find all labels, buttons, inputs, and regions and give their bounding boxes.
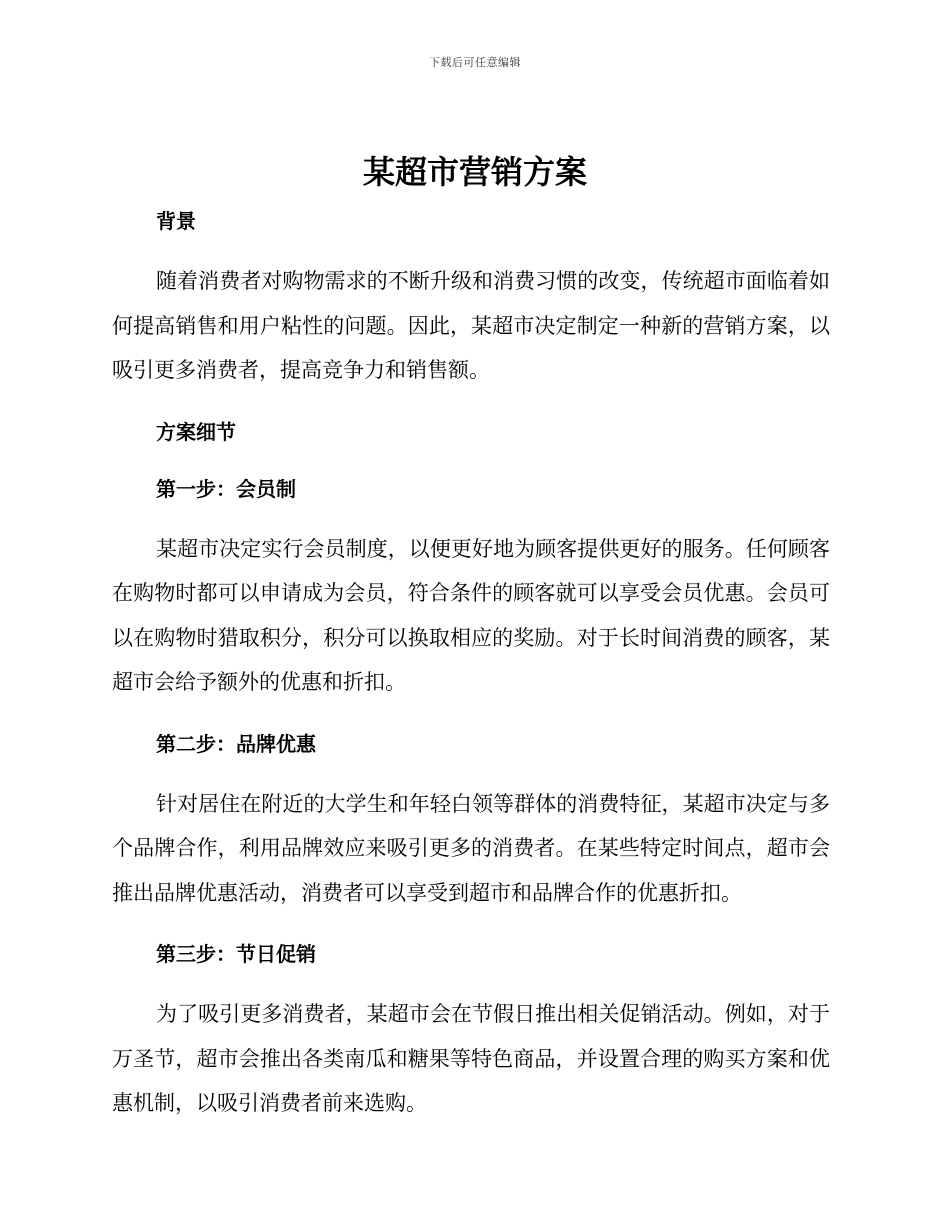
document-body [112,203,830,1126]
document-title: 某超市营销方案 [362,153,587,191]
section-heading-background: 背景 [156,209,196,233]
section-heading-step-one: 第一步：会员制 [156,476,296,501]
section-paragraph-background: 随着消费者对购物需求的不断升级和消费习惯的改变，传统超市面临着如何提高销售和用户粘性的问题。因此，某超市决定制定一种新的营销方案，以吸引更多消费者，提高竞争力和销售额。 [112,269,830,382]
section-step-one-membership [112,471,830,705]
section-heading-step-three: 第三步：节日促销 [156,942,316,966]
section-step-two-brand-discount [112,726,830,916]
section-background [112,203,830,393]
section-paragraph-step-three: 为了吸引更多消费者，某超市会在节假日推出相关促销活动。例如，对于万圣节，超市会推出各类南瓜和糖果等特色商品，并设置合理的购买方案和优惠机制，以吸引消费者前来选购。 [112,1002,830,1115]
section-heading-plan-details: 方案细节 [156,419,236,444]
section-plan-details [112,414,830,450]
section-paragraph-step-one: 某超市决定实行会员制度，以便更好地为顾客提供更好的服务。任何顾客在购物时都可以申请成为会员，符合条件的顾客就可以享受会员优惠。会员可以在购物时猎取积分，积分可以换取相应的奖励。对于长时间消费的顾客，某超市会给予额外的优惠和折扣。 [112,536,830,694]
page-header: 下载后可任意编辑 [429,56,521,69]
section-step-three-holiday-promotion [112,936,830,1126]
section-paragraph-step-two: 针对居住在附近的大学生和年轻白领等群体的消费特征，某超市决定与多个品牌合作，利用品牌效应来吸引更多的消费者。在某些特定时间点，超市会推出品牌优惠活动，消费者可以享受到超市和品牌合作的优惠折扣。 [112,791,830,905]
section-heading-step-two: 第二步：品牌优惠 [156,731,316,756]
